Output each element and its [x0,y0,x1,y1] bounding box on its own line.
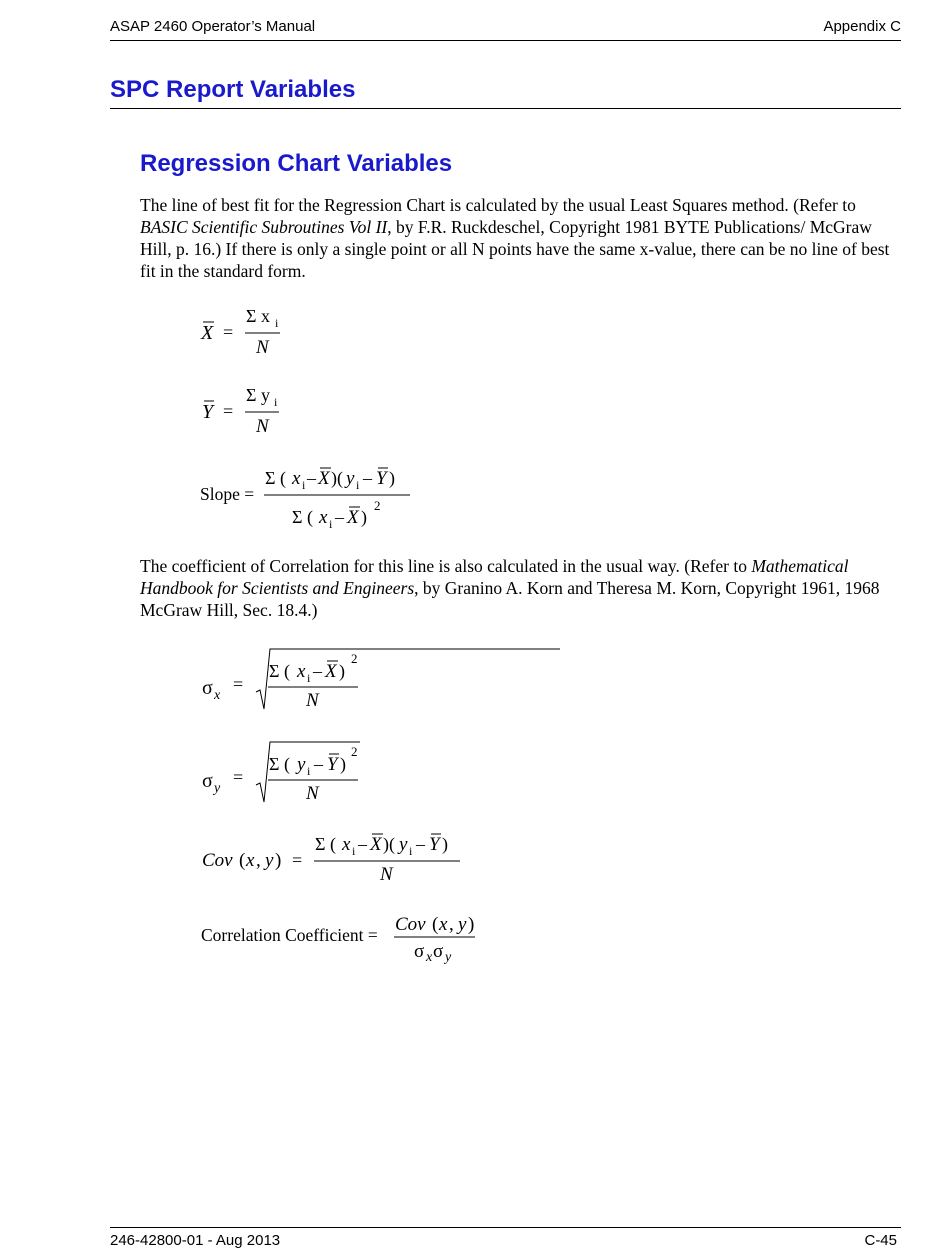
svg-text:=: = [292,850,303,870]
svg-text:y: y [346,468,355,489]
svg-text:i: i [409,844,413,858]
svg-text:x: x [342,834,351,855]
svg-text:Σ x: Σ x [246,306,270,326]
svg-text:=: = [223,322,234,342]
svg-text:N: N [380,864,393,885]
svg-text:x: x [297,661,306,682]
running-header-appendix: Appendix C [823,18,901,35]
slope-equation [200,460,430,535]
svg-text:Σ (: Σ ( [265,468,286,488]
svg-text:i: i [329,517,333,531]
svg-text:i: i [352,844,356,858]
section-divider [110,108,901,109]
sigma-x-equation [200,645,380,715]
svg-text:–: – [358,834,367,854]
svg-text:y: y [458,914,467,935]
svg-text:i: i [356,478,360,492]
intro-paragraph: The line of best fit for the Regression Chart is calculated by the usual Least Squares method. (Refer to BASIC Scientific Subroutines Vol II, by F.R. Ruckdeschel, Copyright 1981 BYTE Publications/ McGraw Hill, p. 16.) If there is only a single point or all N points have the same x-value, there can be no line of best fit in the standard form. [140,195,890,281]
reference-title: Mathematical Handbook for Scientists and Engineers [140,556,849,598]
svg-text:x: x [246,850,255,871]
svg-text:x: x [426,950,433,965]
header-divider [110,40,901,41]
svg-text:): ) [468,914,475,935]
svg-text:σ: σ [433,941,444,962]
svg-text:): ) [389,468,395,488]
svg-text:=: = [233,674,244,694]
svg-text:Cov: Cov [202,850,233,871]
svg-text:x: x [292,468,301,489]
svg-text:y: y [265,850,274,871]
svg-text:): ) [339,661,345,681]
svg-text:–: – [363,468,372,488]
svg-text:,: , [449,914,454,935]
svg-text:N: N [306,690,319,711]
svg-text:)(: )( [331,468,343,488]
svg-text:X: X [325,661,337,682]
svg-text:): ) [361,507,367,527]
svg-text:=: = [223,401,234,421]
svg-text:): ) [340,754,346,774]
svg-text:N: N [306,783,319,804]
svg-text:2: 2 [351,744,358,759]
svg-text:(: ( [432,914,439,935]
svg-text:Y: Y [327,754,338,775]
svg-text:(: ( [239,850,246,871]
svg-text:Σ (: Σ ( [269,661,290,681]
svg-text:X: X [347,507,359,528]
svg-text:x: x [214,688,221,703]
svg-text:): ) [442,834,448,854]
svg-text:y: y [214,781,221,796]
svg-text:Σ y: Σ y [246,385,270,405]
running-header-title: ASAP 2460 Operator’s Manual [110,18,316,35]
svg-text:i: i [307,671,311,685]
subsection-title: Regression Chart Variables [140,150,453,177]
svg-text:Y: Y [429,834,440,855]
svg-text:x: x [319,507,328,528]
svg-text:σ: σ [414,941,425,962]
svg-text:–: – [313,661,322,681]
svg-text:Y: Y [202,401,214,423]
svg-text:=: = [233,767,244,787]
mean-y-equation [198,381,298,441]
svg-text:–: – [314,754,323,774]
svg-text:Cov: Cov [395,914,426,935]
svg-text:X: X [318,468,330,489]
svg-text:Σ (: Σ ( [315,834,336,854]
footer-divider [110,1227,901,1228]
svg-text:i: i [275,316,279,330]
svg-text:i: i [302,478,306,492]
svg-text:y: y [445,950,452,965]
svg-text:Σ (: Σ ( [269,754,290,774]
sigma-y-equation [200,738,380,808]
svg-text:,: , [256,850,261,871]
mean-x-equation [198,302,298,362]
svg-text:)(: )( [383,834,395,854]
svg-text:N: N [256,337,269,358]
svg-text:i: i [274,395,278,409]
correlation-coefficient-equation [200,908,490,968]
page-number: C-45 [864,1232,897,1249]
svg-text:N: N [256,416,269,437]
svg-text:2: 2 [374,498,381,513]
footer-document-number: 246-42800-01 - Aug 2013 [110,1232,281,1249]
correlation-paragraph: The coefficient of Correlation for this line is also calculated in the usual way. (Refer to Mathematical Handbook for Scientists and Engineers, by Granino A. Korn and Theresa M. Korn, Copyright 1961, 1968 McGraw Hill, Sec. 18.4.) [140,556,880,620]
svg-text:σ: σ [202,770,213,792]
svg-text:Y: Y [376,468,387,489]
covariance-equation [200,828,470,888]
reference-title: BASIC Scientific Subroutines Vol II [140,217,388,237]
section-title: SPC Report Variables [110,76,356,103]
svg-text:X: X [370,834,382,855]
svg-text:y: y [297,754,306,775]
svg-text:x: x [439,914,448,935]
slope-label: Slope = [200,484,255,504]
svg-text:y: y [399,834,408,855]
svg-text:): ) [275,850,282,871]
svg-text:σ: σ [202,677,213,699]
correlation-label: Correlation Coefficient = [201,925,378,945]
svg-text:–: – [335,507,344,527]
svg-text:i: i [307,764,311,778]
svg-text:X: X [201,322,214,344]
svg-text:–: – [307,468,316,488]
svg-text:2: 2 [351,651,358,666]
svg-text:Σ (: Σ ( [292,507,313,527]
svg-text:–: – [416,834,425,854]
